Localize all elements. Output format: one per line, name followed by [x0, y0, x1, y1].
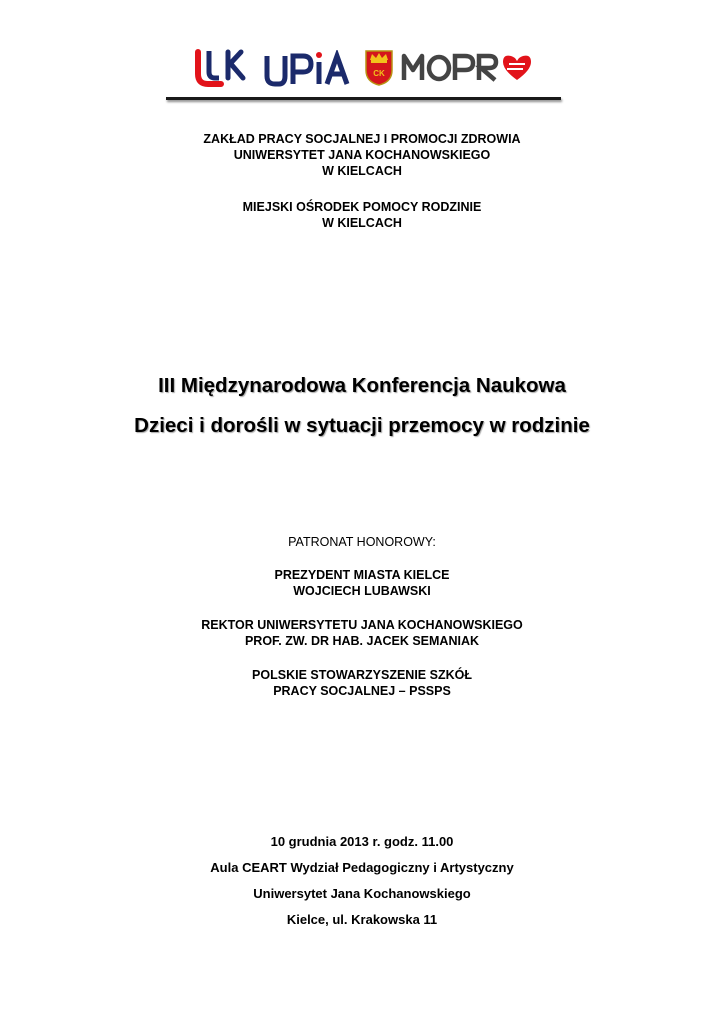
conference-title: III Międzynarodowa Konferencja Naukowa — [158, 374, 566, 397]
patron-association — [0, 667, 724, 699]
organizers-block — [0, 131, 724, 179]
event-address: Kielce, ul. Krakowska 11 — [286, 912, 438, 927]
patron-rector-name: PROF. ZW. DR HAB. JACEK SEMANIAK — [244, 634, 480, 648]
conference-subtitle: Dzieci i dorośli w sytuacji przemocy w rodzinie — [134, 414, 590, 437]
organizer-department: ZAKŁAD PRACY SOCJALNEJ I PROMOCJI ZDROWIA — [203, 132, 521, 146]
patron-association-line1: POLSKIE STOWARZYSZENIE SZKÓŁ — [252, 668, 472, 682]
mopr-logo — [401, 52, 535, 82]
co-organizer-block — [0, 199, 724, 231]
organizer-city: W KIELCACH — [322, 164, 402, 178]
patron-mayor — [0, 567, 724, 599]
header-divider — [166, 97, 561, 100]
event-date: 10 grudnia 2013 r. godz. 11.00 — [270, 834, 454, 849]
co-organizer-city: W KIELCACH — [322, 216, 402, 230]
patron-rector — [0, 617, 724, 649]
event-details — [0, 829, 724, 933]
co-organizer-name: MIEJSKI OŚRODEK POMOCY RODZINIE — [242, 200, 482, 214]
event-venue: Aula CEART Wydział Pedagogiczny i Artystyczny — [210, 860, 514, 875]
patron-association-line2: PRACY SOCJALNEJ – PSSPS — [273, 684, 451, 698]
kielce-crest-logo — [363, 48, 395, 86]
patron-mayor-name: WOJCIECH LUBAWSKI — [293, 584, 431, 598]
upia-logo — [263, 50, 355, 88]
organizer-university: UNIWERSYTET JANA KOCHANOWSKIEGO — [233, 148, 491, 162]
patron-mayor-title: PREZYDENT MIASTA KIELCE — [274, 568, 450, 582]
logo-strip — [195, 46, 535, 92]
patronage-heading: PATRONAT HONOROWY: — [288, 535, 436, 549]
event-university: Uniwersytet Jana Kochanowskiego — [253, 886, 471, 901]
ujk-logo — [195, 48, 257, 88]
patron-rector-title: REKTOR UNIWERSYTETU JANA KOCHANOWSKIEGO — [201, 618, 523, 632]
crest-ck-label: CK — [373, 69, 385, 78]
